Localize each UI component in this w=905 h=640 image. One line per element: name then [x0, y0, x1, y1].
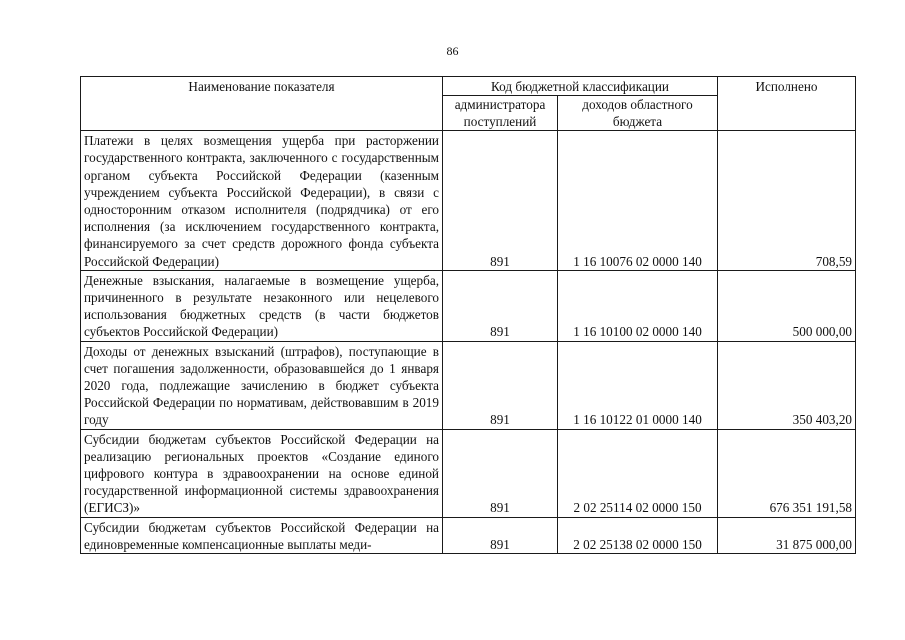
row-indicator-name: Субсидии бюджетам субъектов Российской Федерации на реализацию региональных проектов «Создание единого цифрового контура в здравоохранении на основе единой государственной информационной системы здравоохранения (ЕГИСЗ)»	[81, 429, 443, 517]
row-executed-amount: 350 403,20	[718, 341, 856, 429]
row-executed-amount: 708,59	[718, 131, 856, 271]
row-indicator-name: Субсидии бюджетам субъектов Российской Федерации на единовременные компенсационные выплаты меди-	[81, 517, 443, 553]
table-row	[81, 131, 856, 271]
row-income-code: 1 16 10100 02 0000 140	[558, 270, 718, 341]
header-indicator-name: Наименование показателя	[81, 77, 443, 131]
row-indicator-name: Доходы от денежных взысканий (штрафов), поступающие в счет погашения задолженности, образовавшейся до 1 января 2020 года, подлежащие зачислению в бюджет субъекта Российской Федерации по нормативам, действовавшим в 2019 году	[81, 341, 443, 429]
row-administrator-code: 891	[443, 341, 558, 429]
table-header-row	[81, 77, 856, 96]
row-income-code: 1 16 10076 02 0000 140	[558, 131, 718, 271]
header-administrator: администратора поступлений	[443, 96, 558, 131]
row-indicator-name: Денежные взыскания, налагаемые в возмещение ущерба, причиненного в результате незаконного или нецелевого использования бюджетных средств (в части бюджетов субъектов Российской Федерации)	[81, 270, 443, 341]
row-executed-amount: 31 875 000,00	[718, 517, 856, 553]
row-administrator-code: 891	[443, 131, 558, 271]
row-income-code: 1 16 10122 01 0000 140	[558, 341, 718, 429]
row-administrator-code: 891	[443, 429, 558, 517]
row-income-code: 2 02 25114 02 0000 150	[558, 429, 718, 517]
row-executed-amount: 500 000,00	[718, 270, 856, 341]
table-row	[81, 341, 856, 429]
budget-table	[80, 76, 856, 554]
row-administrator-code: 891	[443, 270, 558, 341]
row-indicator-name: Платежи в целях возмещения ущерба при расторжении государственного контракта, заключенного с государственным органом субъекта Российской Федерации (казенным учреждением субъекта Российской Федерации), в связи с односторонним отказом исполнителя (подрядчика) от его исполнения (за исключением государственного контракта, финансируемого за счет средств дорожного фонда субъекта Российской Федерации)	[81, 131, 443, 271]
table-row	[81, 517, 856, 553]
row-administrator-code: 891	[443, 517, 558, 553]
header-budget-code: Код бюджетной классификации	[443, 77, 718, 96]
row-executed-amount: 676 351 191,58	[718, 429, 856, 517]
row-income-code: 2 02 25138 02 0000 150	[558, 517, 718, 553]
header-executed: Исполнено	[718, 77, 856, 131]
table-row	[81, 270, 856, 341]
header-regional-income: доходов областного бюджета	[558, 96, 718, 131]
page-number: 86	[446, 44, 459, 58]
table-row	[81, 429, 856, 517]
